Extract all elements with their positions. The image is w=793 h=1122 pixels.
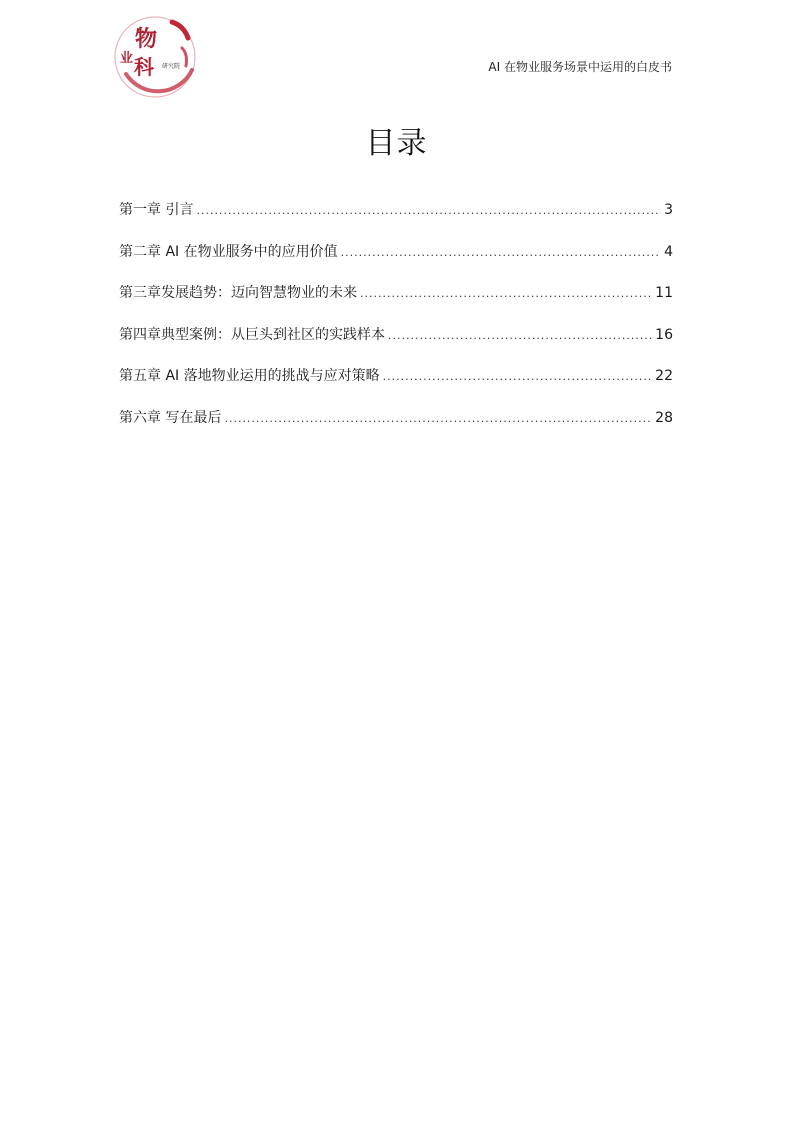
logo-seal-icon [112, 14, 198, 100]
toc-entry-page: 11 [655, 285, 673, 301]
toc-entry-label: 第二章 AI 在物业服务中的应用价值 [119, 243, 338, 260]
toc-entry-chapter-5[interactable] [119, 365, 673, 407]
toc-entry-label: 第四章典型案例：从巨头到社区的实践样本 [119, 326, 385, 343]
toc-entry-label: 第五章 AI 落地物业运用的挑战与应对策略 [119, 368, 380, 384]
toc-leader-dots [224, 412, 652, 425]
toc-leader-dots [360, 287, 652, 300]
toc-entry-chapter-3[interactable] [119, 282, 673, 324]
toc-entry-page: 28 [655, 409, 673, 426]
toc-entry-label: 第三章发展趋势：迈向智慧物业的未来 [119, 285, 357, 301]
toc-entry-chapter-2[interactable] [119, 241, 673, 283]
logo-char-ke: 科 [134, 55, 154, 79]
toc-entry-label: 第一章 引言 [119, 202, 194, 218]
toc-title: 目录 [365, 126, 428, 161]
toc-entry-page: 16 [655, 326, 673, 343]
toc-leader-dots [388, 329, 652, 342]
toc-entry-page: 22 [655, 368, 673, 384]
toc-entry-page: 4 [664, 243, 673, 260]
toc-leader-dots [341, 246, 661, 259]
logo-subtitle: 研究院 [162, 63, 181, 70]
logo-char-wu: 物 [135, 26, 158, 52]
toc-leader-dots [196, 204, 661, 217]
toc-entry-chapter-1[interactable] [119, 199, 673, 241]
toc-entry-label: 第六章 写在最后 [119, 409, 222, 426]
brand-logo [112, 14, 198, 100]
toc-leader-dots [383, 370, 653, 383]
document-header-title: AI 在物业服务场景中运用的白皮书 [488, 60, 672, 74]
table-of-contents [119, 199, 673, 448]
toc-entry-chapter-6[interactable] [119, 407, 673, 449]
toc-entry-chapter-4[interactable] [119, 324, 673, 366]
logo-char-ye: 业 [120, 51, 134, 66]
toc-entry-page: 3 [664, 202, 673, 218]
